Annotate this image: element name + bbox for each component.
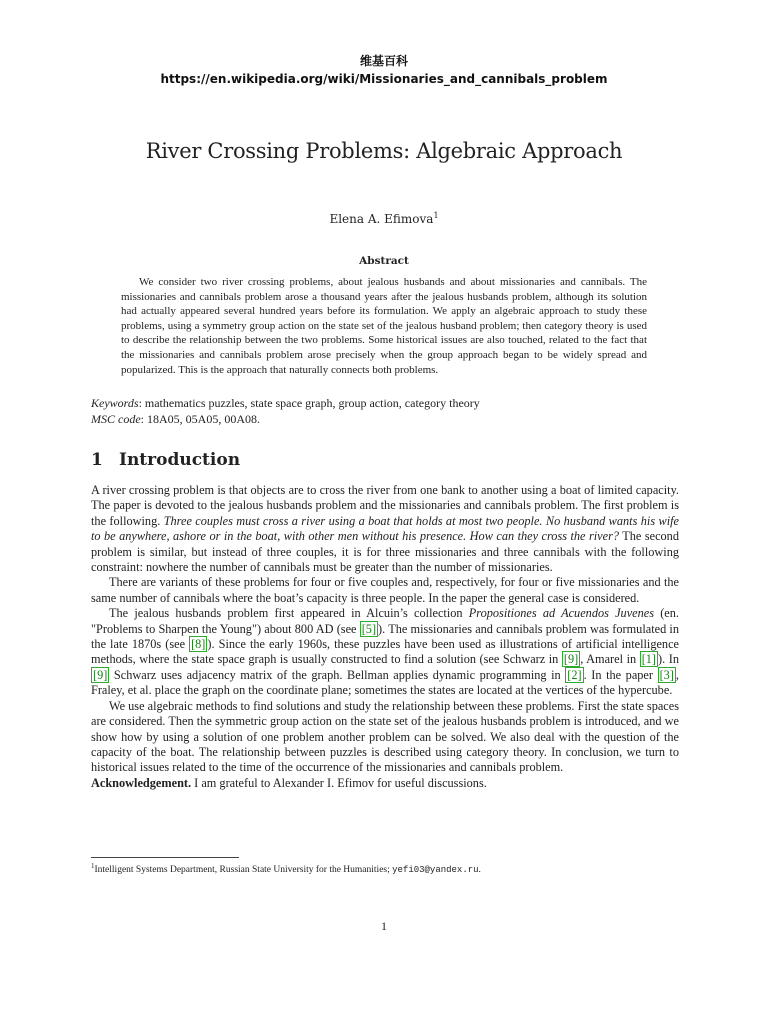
citation-link-9[interactable]: [9] xyxy=(563,652,579,667)
paragraph-4: We use algebraic methods to find solutions and study the relationship between these problems. First the state spaces are considered. Then the symmetric group action on the state set of the jealous husbands problem is introduced, and we show how by using a solution of one problem another problem can be solved. We also deal with the question of the capacity of the boat. The relationship between puzzles is described using category theory. In conclusion, we turn to historical issues related to the time of the occurrence of the missionaries and cannibals problem. xyxy=(91,698,680,775)
footnote-rule xyxy=(91,857,239,858)
section-number: 1 xyxy=(91,450,103,470)
citation-link-5[interactable]: [5] xyxy=(361,621,377,636)
section-title: Introduction xyxy=(119,450,241,470)
footnote-text: Intelligent Systems Department, Russian State University for the Humanities; xyxy=(94,865,393,876)
keywords-text: : mathematics puzzles, state space graph, group action, category theory xyxy=(138,396,480,410)
paragraph-3 xyxy=(91,606,679,698)
acknowledgement xyxy=(91,776,679,791)
citation-link-2[interactable]: [2] xyxy=(567,667,582,682)
source-site-label: 维基百科 xyxy=(359,54,408,68)
paragraph-3-text-h: . In the paper xyxy=(583,667,658,682)
paragraph-3-text-a: The jealous husbands problem first appeared in Alcuin’s collection xyxy=(109,606,469,621)
paragraph-1-text-a: A river crossing problem is that objects are to cross the river from one bank to another using a boat of limited capacity. The paper is devoted to the jealous husbands problem and the missionaries and cannibals problem. The first problem is the following. xyxy=(91,483,679,528)
acknowledgement-label: Acknowledgement. xyxy=(91,775,192,790)
source-url[interactable]: https://en.wikipedia.org/wiki/Missionaries_and_cannibals_problem xyxy=(160,72,608,86)
paragraph-3-text-d: ). Since the early 1960s, these puzzles have been used as illustrations of artificial intelligence methods, where the state space graph is usually constructed to find a solution (see Schwarz in xyxy=(91,637,679,667)
abstract-text: We consider two river crossing problems, about jealous husbands and about missionaries and cannibals. The missionaries and cannibals problem arose a thousand years after the jealous husbands problem, although its solution had actually appeared several hundred years before its formulation. We apply an algebraic approach to study these problems, using a symmetry group action on the state set of the jealous husband problem; then category theory is used to describe the relationship between the two problems. Some historical issues are also touched, related to the fact that the missionaries and cannibals problem arose precisely when the group approach began to be widely spread and popularized. This is the approach that naturally connects both problems. xyxy=(121,276,647,376)
msc-text: : 18A05, 05A05, 00A08. xyxy=(140,412,260,426)
paragraph-3-text-c: ). The missionaries and cannibals problem was formulated in the late 1870s (see xyxy=(91,621,679,652)
paragraph-3-text-f: ). In xyxy=(658,652,679,667)
alcuin-title: Propositiones ad Acuendos Juvenes xyxy=(468,606,655,621)
author-footnote-mark[interactable]: 1 xyxy=(433,211,439,220)
author-name: Elena A. Efimova xyxy=(329,212,434,226)
footnote xyxy=(91,862,679,875)
citation-link-9[interactable]: [9] xyxy=(93,667,108,682)
paragraph-3-text-e: , Amarel in xyxy=(580,652,640,667)
acknowledgement-text: I am grateful to Alexander I. Efimov for useful discussions. xyxy=(191,775,487,790)
page-number: 1 xyxy=(381,919,387,933)
citation-link-8[interactable]: [8] xyxy=(191,637,206,652)
keywords-label: Keywords xyxy=(91,396,139,410)
paragraph-3-text-g: Schwarz uses adjacency matrix of the graph. Bellman applies dynamic programming in xyxy=(109,667,566,682)
footnote-mark: 1 xyxy=(91,862,95,870)
paragraph-3-text-b: (en. "Problems to Sharpen the Young") about 800 AD (see xyxy=(91,606,679,636)
paragraph-3-text-i: , Fraley, et al. place the graph on the coordinate plane; sometimes the states are located at the vertices of the hypercube. xyxy=(91,667,679,698)
citation-link-1[interactable]: [1] xyxy=(641,652,657,667)
section-body xyxy=(91,483,679,791)
paragraph-1-text-b: The second problem is similar, but instead of three couples, it is for three missionaries and three cannibals with the following constraint: nowhere the number of cannibals must be greater than the number of missionaries. xyxy=(91,529,679,575)
citation-link-3[interactable]: [3] xyxy=(659,667,674,682)
keywords-line xyxy=(91,396,681,411)
section-heading xyxy=(91,450,240,470)
msc-line xyxy=(91,412,681,427)
paper-author xyxy=(0,211,768,226)
footnote-email[interactable]: yefi03@yandex.ru xyxy=(392,865,479,876)
footnote-end: . xyxy=(478,865,481,876)
paragraph-2: There are variants of these problems for four or five couples and, respectively, for four or five missionaries and the same number of cannibals where the boat’s capacity is three people. In the paper the general case is considered. xyxy=(91,575,679,605)
abstract-heading: Abstract xyxy=(359,255,409,267)
paragraph-1 xyxy=(91,483,679,575)
msc-label: MSC code xyxy=(91,412,141,426)
paper-title: River Crossing Problems: Algebraic Approach xyxy=(145,139,623,163)
problem-statement: Three couples must cross a river using a boat that holds at most two people. No husband wants his wife to be anywhere, ashore or in the boat, with other men without his presence. How can they cross the river? xyxy=(91,513,679,544)
